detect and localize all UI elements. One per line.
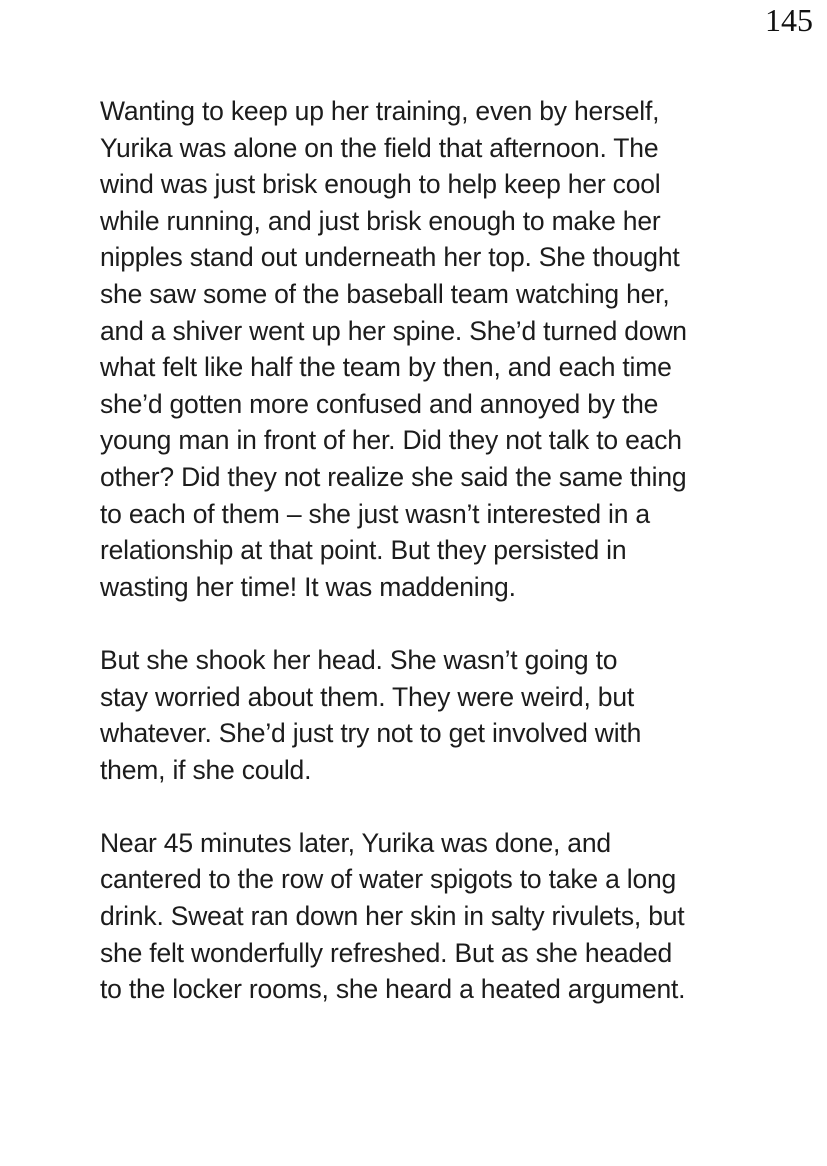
- text-line: wind was just brisk enough to help keep her cool: [100, 169, 661, 200]
- text-line: she felt wonderfully refreshed. But as she headed: [100, 937, 673, 968]
- paragraph: [100, 93, 687, 605]
- text-line: while running, and just brisk enough to make her: [100, 205, 661, 236]
- text-line: she saw some of the baseball team watching her,: [100, 278, 670, 309]
- text-line: Yurika was alone on the field that afternoon. The: [100, 132, 659, 163]
- body-text: [100, 93, 687, 1044]
- text-line: them, if she could.: [100, 754, 312, 785]
- text-line: But she shook her head. She wasn’t going to: [100, 644, 618, 675]
- text-line: she’d gotten more confused and annoyed by the: [100, 388, 659, 419]
- text-line: nipples stand out underneath her top. She thought: [100, 242, 680, 273]
- text-line: cantered to the row of water spigots to take a long: [100, 864, 677, 895]
- paragraph: [100, 642, 687, 788]
- text-line: and a shiver went up her spine. She’d turned down: [100, 315, 687, 346]
- text-line: stay worried about them. They were weird, but: [100, 681, 635, 712]
- text-line: what felt like half the team by then, and each time: [100, 352, 672, 383]
- text-line: wasting her time! It was maddening.: [100, 571, 516, 602]
- text-line: relationship at that point. But they persisted in: [100, 535, 627, 566]
- text-line: drink. Sweat ran down her skin in salty rivulets, but: [100, 901, 685, 932]
- text-line: to each of them – she just wasn’t interested in a: [100, 498, 650, 529]
- paragraph: [100, 825, 687, 1008]
- text-line: Near 45 minutes later, Yurika was done, and: [100, 827, 611, 858]
- page-number: 145: [765, 2, 813, 38]
- text-line: Wanting to keep up her training, even by herself,: [100, 96, 660, 126]
- text-line: whatever. She’d just try not to get involved with: [100, 718, 642, 749]
- text-line: young man in front of her. Did they not talk to each: [100, 425, 682, 456]
- text-line: other? Did they not realize she said the same thing: [100, 461, 687, 492]
- text-line: to the locker rooms, she heard a heated argument.: [100, 974, 686, 1005]
